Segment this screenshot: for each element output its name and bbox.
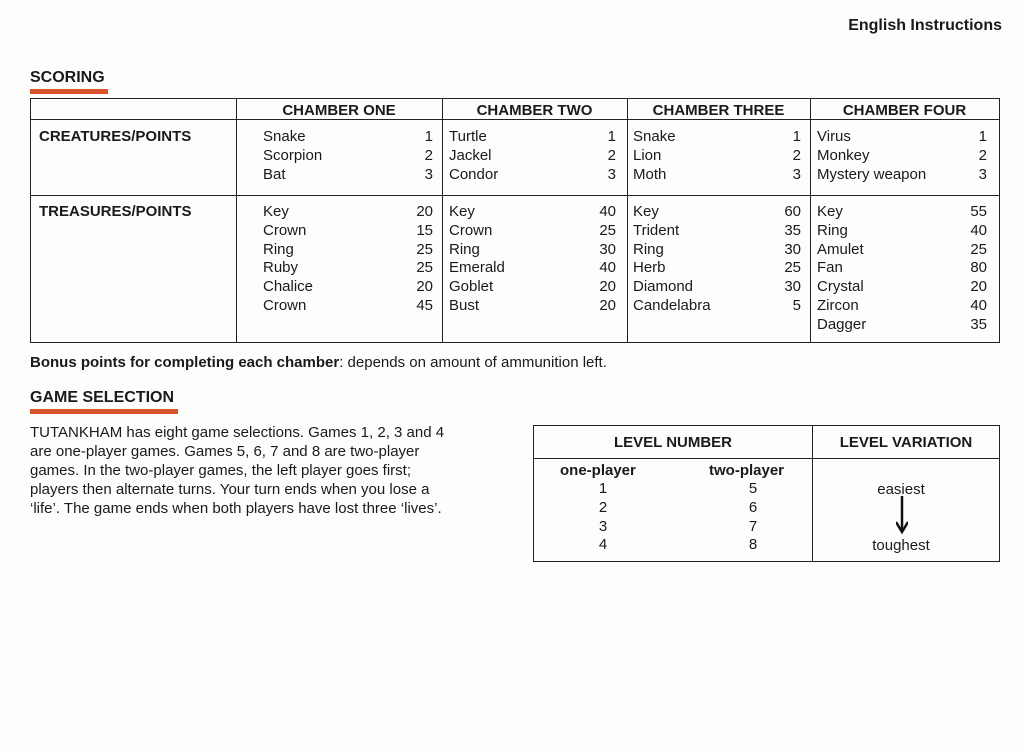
score-entry (817, 203, 987, 222)
item-points: 35 (784, 221, 801, 239)
score-entry (449, 128, 616, 147)
item-points: 5 (792, 296, 801, 314)
item-name: Key (449, 203, 475, 220)
item-points: 3 (978, 165, 987, 183)
item-name: Key (633, 203, 659, 220)
item-points: 25 (970, 240, 987, 258)
item-points: 25 (599, 221, 616, 239)
item-points: 80 (970, 259, 987, 277)
table-divider (810, 99, 811, 342)
item-points: 30 (784, 278, 801, 296)
game-number: 5 (748, 480, 758, 497)
level-variation-header: LEVEL VARIATION (839, 434, 973, 451)
score-entry (633, 259, 801, 278)
table-divider (31, 119, 999, 120)
game-number: 6 (748, 498, 758, 516)
game-number: 1 (598, 480, 608, 497)
item-name: Ring (817, 221, 848, 239)
game-number: 3 (598, 517, 608, 535)
item-name: Jackel (449, 146, 492, 164)
item-name: Bat (263, 165, 286, 183)
item-name: Herb (633, 259, 666, 277)
row-header-creatures: CREATURES/POINTS (39, 128, 192, 145)
item-name: Ring (449, 240, 480, 258)
bonus-points-note (30, 354, 607, 371)
item-points: 1 (424, 128, 433, 145)
item-points: 40 (970, 296, 987, 314)
chamber-cell (263, 128, 433, 184)
easiest-label: easiest (877, 481, 925, 498)
item-name: Crown (449, 221, 493, 239)
game-selection-description (30, 423, 520, 518)
item-name: Crown (263, 221, 307, 239)
item-points: 30 (599, 240, 616, 258)
score-entry (449, 222, 616, 241)
score-entry (263, 128, 433, 147)
paragraph-line: TUTANKHAM has eight game selections. Games 1, 2, 3 and 4 (30, 424, 445, 441)
item-name: Ruby (263, 259, 299, 277)
chamber-cell (817, 203, 987, 335)
score-entry (263, 241, 433, 260)
item-points: 25 (784, 259, 801, 277)
bonus-points-text: : depends on amount of ammunition left. (339, 354, 607, 371)
game-selection-heading-text: GAME SELECTION (30, 389, 175, 406)
column-header-chamber-three: CHAMBER THREE (652, 102, 785, 119)
item-name: Crown (263, 296, 307, 314)
two-player-games (733, 480, 773, 555)
score-entry (263, 259, 433, 278)
item-name: Trident (633, 221, 680, 239)
item-name: Emerald (449, 259, 505, 277)
item-points: 25 (416, 240, 433, 258)
item-points: 40 (970, 221, 987, 239)
chamber-cell (633, 128, 801, 184)
item-name: Snake (633, 128, 676, 145)
item-name: Ring (633, 240, 664, 258)
item-points: 20 (970, 278, 987, 296)
item-points: 2 (424, 146, 433, 164)
score-entry (633, 222, 801, 241)
score-entry (633, 241, 801, 260)
item-points: 20 (599, 278, 616, 296)
item-name: Dagger (817, 315, 867, 333)
level-number-header: LEVEL NUMBER (613, 434, 733, 451)
item-name: Lion (633, 146, 662, 164)
item-name: Turtle (449, 128, 487, 145)
item-name: Key (263, 203, 289, 220)
paragraph-line: players then alternate turns. Your turn ends when you lose a (30, 481, 430, 498)
score-entry (263, 278, 433, 297)
item-points: 40 (599, 203, 616, 220)
score-entry (633, 278, 801, 297)
item-points: 2 (978, 146, 987, 164)
item-points: 25 (416, 259, 433, 277)
item-name: Monkey (817, 146, 870, 164)
game-selection-underline (30, 409, 178, 414)
item-points: 1 (792, 128, 801, 145)
score-entry (817, 278, 987, 297)
score-entry (817, 316, 987, 335)
item-points: 2 (792, 146, 801, 164)
scoring-heading-text: SCORING (30, 69, 105, 86)
score-entry (817, 297, 987, 316)
item-name: Amulet (817, 240, 864, 258)
item-name: Moth (633, 165, 667, 183)
game-selection-heading (30, 389, 174, 407)
chamber-cell (449, 203, 616, 316)
item-name: Condor (449, 165, 499, 183)
score-entry (449, 203, 616, 222)
arrow-down-icon (896, 496, 908, 536)
item-points: 3 (607, 165, 616, 183)
item-name: Mystery weapon (817, 165, 927, 183)
item-points: 55 (970, 203, 987, 220)
score-entry (449, 241, 616, 260)
score-entry (263, 203, 433, 222)
item-name: Ring (263, 240, 294, 258)
item-name: Candelabra (633, 296, 711, 314)
item-points: 30 (784, 240, 801, 258)
chamber-cell (817, 128, 987, 184)
one-player-games (583, 480, 623, 555)
item-name: Zircon (817, 296, 859, 314)
score-entry (633, 128, 801, 147)
table-divider (31, 195, 999, 196)
score-entry (449, 147, 616, 166)
column-header-chamber-one: CHAMBER ONE (282, 102, 396, 119)
item-name: Goblet (449, 278, 494, 296)
item-name: Key (817, 203, 843, 220)
item-points: 1 (607, 128, 616, 145)
item-name: Crystal (817, 278, 864, 296)
score-entry (263, 147, 433, 166)
game-number: 7 (748, 517, 758, 535)
item-points: 40 (599, 259, 616, 277)
table-divider (534, 458, 999, 459)
column-header-chamber-four: CHAMBER FOUR (842, 102, 967, 119)
one-player-label: one-player (560, 462, 636, 479)
game-number: 4 (598, 536, 608, 554)
paragraph-line: are one-player games. Games 5, 6, 7 and 8 are two-player (30, 443, 420, 460)
item-points: 1 (978, 128, 987, 145)
game-number: 8 (748, 536, 758, 554)
score-entry (817, 128, 987, 147)
item-points: 2 (607, 146, 616, 164)
paragraph-line: games. In the two-player games, the left player goes first; (30, 462, 412, 479)
chamber-cell (449, 128, 616, 184)
item-points: 35 (970, 315, 987, 333)
score-entry (817, 259, 987, 278)
item-name: Bust (449, 296, 480, 314)
game-number: 2 (598, 498, 608, 516)
item-name: Diamond (633, 278, 694, 296)
scoring-heading (30, 69, 105, 87)
score-entry (633, 166, 801, 185)
score-entry (817, 222, 987, 241)
item-points: 20 (416, 278, 433, 296)
item-points: 3 (792, 165, 801, 183)
scoring-underline (30, 89, 108, 94)
toughest-label: toughest (872, 537, 930, 554)
score-entry (449, 278, 616, 297)
chamber-cell (263, 203, 433, 316)
score-entry (263, 297, 433, 316)
page-header-title: English Instructions (848, 17, 1002, 34)
paragraph-line: ‘life’. The game ends when both players have lost three ‘lives’. (30, 500, 442, 517)
score-entry (449, 259, 616, 278)
table-divider (236, 99, 237, 342)
table-divider (442, 99, 443, 342)
score-entry (817, 147, 987, 166)
item-name: Scorpion (263, 146, 323, 164)
item-name: Snake (263, 128, 306, 145)
item-name: Virus (817, 128, 851, 145)
item-points: 3 (424, 165, 433, 183)
score-entry (449, 297, 616, 316)
item-points: 15 (416, 221, 433, 239)
score-entry (633, 297, 801, 316)
item-name: Fan (817, 259, 843, 277)
column-header-chamber-two: CHAMBER TWO (476, 102, 593, 119)
score-entry (633, 147, 801, 166)
row-header-treasures: TREASURES/POINTS (39, 203, 192, 220)
item-points: 60 (784, 203, 801, 220)
score-entry (449, 166, 616, 185)
item-name: Chalice (263, 278, 314, 296)
level-table (533, 425, 1000, 562)
item-points: 20 (416, 203, 433, 220)
score-entry (817, 241, 987, 260)
bonus-points-label: Bonus points for completing each chamber (30, 354, 340, 371)
score-entry (633, 203, 801, 222)
two-player-label: two-player (709, 462, 785, 479)
score-entry (263, 166, 433, 185)
score-entry (817, 166, 987, 185)
chamber-cell (633, 203, 801, 316)
table-divider (627, 99, 628, 342)
item-points: 45 (416, 296, 433, 314)
scoring-table (30, 98, 1000, 343)
score-entry (263, 222, 433, 241)
item-points: 20 (599, 296, 616, 314)
